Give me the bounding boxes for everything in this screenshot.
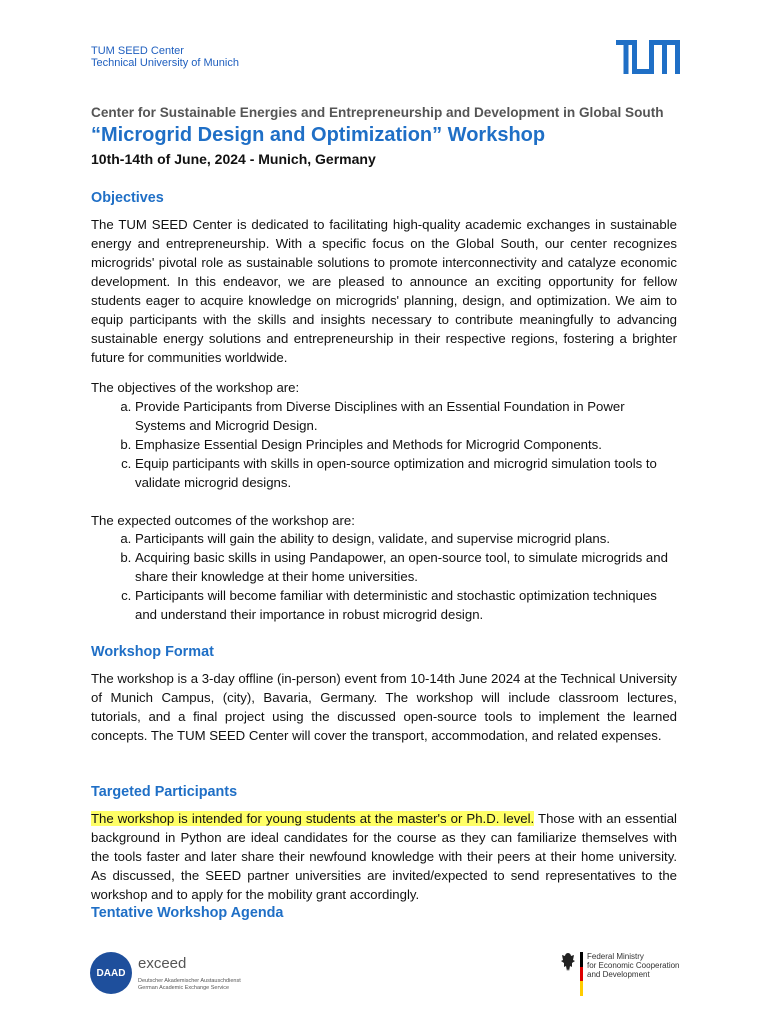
- participants-text: Those with an essential background in Python are ideal candidates for the course as they can familiarize themselves with the tools faster and later share their newfound knowledge with their peers at their home university. As discussed, the SEED partner universities are invited/expected to send representatives to the workshop and to apply for the mobility grant accordingly.: [91, 811, 677, 902]
- daad-exceed-logo: [90, 948, 270, 998]
- outcomes-list: [91, 529, 677, 624]
- org-line-2: Technical University of Munich: [91, 57, 239, 69]
- tum-logo: [616, 40, 680, 74]
- objectives-heading: Objectives: [91, 190, 164, 206]
- format-heading: Workshop Format: [91, 644, 214, 660]
- page-title: “Microgrid Design and Optimization” Workshop: [91, 124, 546, 146]
- daad-logo: DAAD: [90, 952, 132, 994]
- event-dates: 10th-14th of June, 2024 - Munich, Germany: [91, 151, 376, 167]
- org-block: [91, 45, 239, 69]
- exceed-label: exceed: [138, 955, 187, 972]
- german-flag-bar: [580, 952, 583, 996]
- format-paragraph: The workshop is a 3-day offline (in-person) event from 10-14th June 2024 at the Technical University of Munich Campus, (city), Bavaria, Germany. The workshop will include classroom lectures, tutorials, and a final project using the discussed open-source tools to implement the learned concepts. The TUM SEED Center will cover the transport, accommodation, and related expenses.: [91, 671, 677, 743]
- objectives-list: [91, 397, 677, 492]
- bmz-line-1: Federal Ministry: [587, 952, 644, 961]
- outcomes-list-intro: The expected outcomes of the workshop are:: [91, 513, 355, 528]
- bmz-text: [587, 952, 680, 979]
- highlighted-text: The workshop is intended for young students at the master's or Ph.D. level.: [91, 811, 535, 826]
- list-item: a. Participants will gain the ability to design, validate, and supervise microgrid plans.: [135, 529, 677, 548]
- list-item: c. Equip participants with skills in open-source optimization and microgrid simulation tools to validate microgrid designs.: [135, 454, 677, 492]
- objectives-paragraph: The TUM SEED Center is dedicated to facilitating high-quality academic exchanges in sustainable energy and entrepreneurship. With a specific focus on the Global South, our center recognizes microgrids' pivotal role as sustainable solutions to promote interconnectivity and catalyze economic development. In this endeavor, we are pleased to announce an exciting opportunity for fellow students eager to acquire knowledge on microgrids' planning, design, and optimization. We aim to equip participants with the skills and insights necessary to contribute meaningfully to advancing sustainable energy solutions and entrepreneurship in their respective regions, fostering a brighter future for communities worldwide.: [91, 217, 677, 365]
- list-item: c. Participants will become familiar with deterministic and stochastic optimization techniques and understand their importance in robust microgrid design.: [135, 586, 677, 624]
- daad-subtitle-en: German Academic Exchange Service: [138, 985, 230, 991]
- center-name: Center for Sustainable Energies and Entrepreneurship and Development in Global South: [91, 105, 664, 120]
- participants-paragraph: [91, 809, 677, 904]
- list-item: a. Provide Participants from Diverse Disciplines with an Essential Foundation in Power Systems and Microgrid Design.: [135, 397, 677, 435]
- bmz-logo: [560, 952, 690, 998]
- bmz-line-3: and Development: [587, 970, 650, 979]
- daad-subtitle-de: Deutscher Akademischer Austauschdienst: [138, 978, 241, 984]
- agenda-heading: Tentative Workshop Agenda: [91, 905, 284, 921]
- list-item: b. Acquiring basic skills in using Pandapower, an open-source tool, to simulate microgrids and share their knowledge at their home universities.: [135, 548, 677, 586]
- list-item: b. Emphasize Essential Design Principles and Methods for Microgrid Components.: [135, 435, 677, 454]
- federal-eagle-icon: [560, 952, 576, 972]
- bmz-line-2: for Economic Cooperation: [587, 961, 680, 970]
- participants-heading: Targeted Participants: [91, 784, 238, 800]
- org-line-1: TUM SEED Center: [91, 45, 184, 57]
- objectives-list-intro: The objectives of the workshop are:: [91, 380, 300, 395]
